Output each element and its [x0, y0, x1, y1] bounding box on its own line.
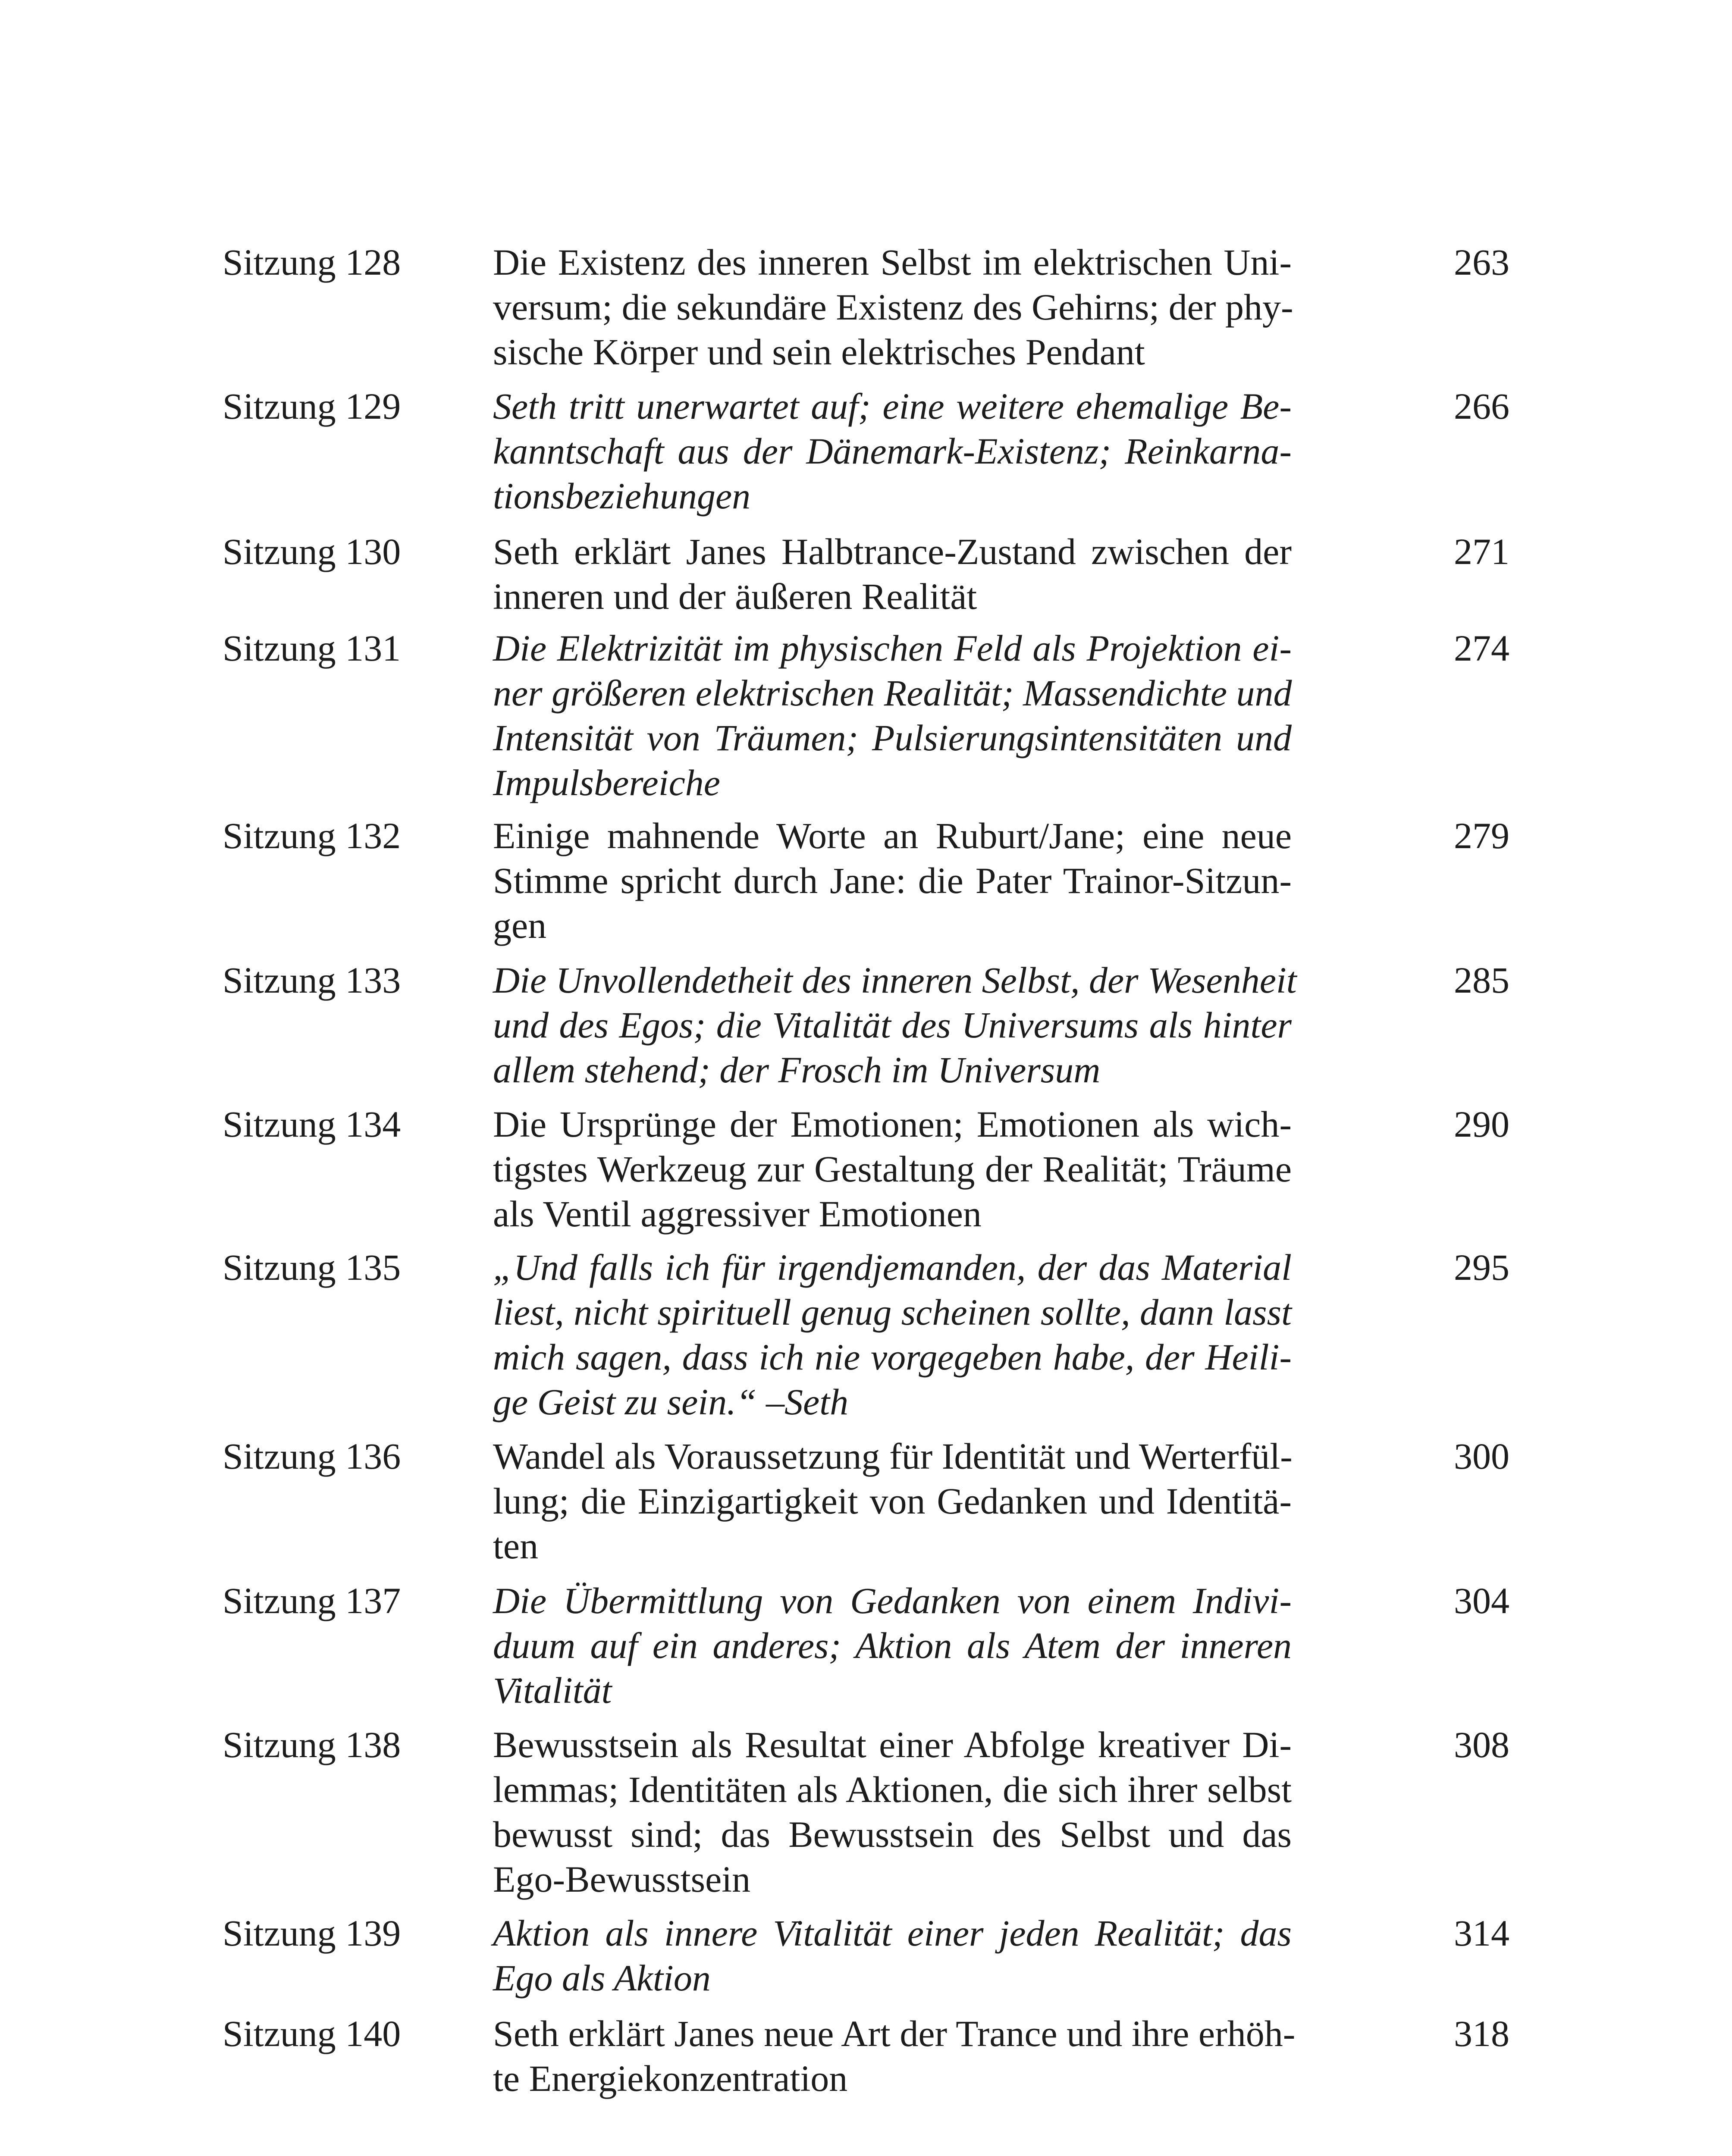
page-number: 308: [1454, 1724, 1509, 1765]
page-number: 266: [1454, 385, 1509, 427]
session-description: [493, 626, 1292, 805]
description-line: sische Körper und sein elektrisches Pendant: [493, 331, 1145, 373]
description-line: duum auf ein anderes; Aktion als Atem der inneren: [493, 1625, 1292, 1666]
session-label: Sitzung 136: [223, 1435, 401, 1477]
description-line: ner größeren elektrischen Realität; Massendichte und: [493, 672, 1292, 714]
description-line: Impulsbereiche: [493, 762, 720, 803]
description-line: als Ventil aggressiver Emotionen: [493, 1193, 982, 1235]
session-label: Sitzung 140: [223, 2013, 401, 2054]
session-label: Sitzung 135: [223, 1247, 401, 1288]
session-description: [493, 384, 1292, 518]
description-line: kanntschaft aus der Dänemark-Existenz; Reinkarna-: [493, 430, 1292, 472]
description-line: Die Ursprünge der Emotionen; Emotionen als wich-: [493, 1103, 1292, 1145]
description-line: Die Unvollendetheit des inneren Selbst, der Wesenheit: [493, 959, 1297, 1001]
description-line: ge Geist zu sein.“ –Seth: [493, 1381, 849, 1423]
page-number: 274: [1454, 627, 1509, 669]
description-line: Einige mahnende Worte an Ruburt/Jane; eine neue: [493, 815, 1292, 856]
description-line: Seth tritt unerwartet auf; eine weitere ehemalige Be-: [493, 385, 1292, 427]
session-description: [493, 1578, 1292, 1713]
description-line: gen: [493, 905, 547, 946]
session-label: Sitzung 132: [223, 815, 401, 856]
description-line: Die Elektrizität im physischen Feld als Projektion ei-: [493, 627, 1292, 669]
page-number: 279: [1454, 815, 1509, 856]
session-label: Sitzung 128: [223, 241, 401, 283]
description-line: tigstes Werkzeug zur Gestaltung der Realität; Träume: [493, 1148, 1292, 1190]
description-line: Wandel als Voraussetzung für Identität und Werterfül-: [493, 1435, 1293, 1477]
session-description: [493, 1434, 1292, 1568]
session-label: Sitzung 134: [223, 1103, 401, 1145]
description-line: Seth erklärt Janes neue Art der Trance und ihre erhöh-: [493, 2013, 1296, 2054]
session-label: Sitzung 130: [223, 531, 401, 572]
session-label: Sitzung 133: [223, 959, 401, 1001]
description-line: lemmas; Identitäten als Aktionen, die sich ihrer selbst: [493, 1769, 1292, 1810]
description-line: Intensität von Träumen; Pulsierungsintensitäten und: [493, 717, 1292, 758]
description-line: Vitalität: [493, 1670, 612, 1711]
page-number: 300: [1454, 1435, 1509, 1477]
session-description: [493, 1102, 1292, 1236]
description-line: ten: [493, 1525, 539, 1567]
description-line: und des Egos; die Vitalität des Universums als hinter: [493, 1004, 1292, 1046]
session-description: [493, 1245, 1292, 1424]
page-number: 271: [1454, 531, 1509, 572]
session-label: Sitzung 137: [223, 1580, 401, 1621]
page-number: 290: [1454, 1103, 1509, 1145]
session-description: [493, 958, 1297, 1092]
description-line: Stimme spricht durch Jane: die Pater Trainor-Sitzun-: [493, 860, 1292, 901]
description-line: allem stehend; der Frosch im Universum: [493, 1049, 1101, 1091]
session-description: [493, 529, 1292, 619]
session-description: [493, 2011, 1296, 2101]
page-number: 263: [1454, 241, 1509, 283]
description-line: „Und falls ich für irgendjemanden, der das Material: [493, 1247, 1292, 1288]
description-line: Ego-Bewusstsein: [493, 1858, 751, 1900]
session-description: [493, 240, 1292, 374]
page-number: 318: [1454, 2013, 1509, 2054]
session-description: [493, 1722, 1292, 1902]
description-line: liest, nicht spirituell genug scheinen sollte, dann lasst: [493, 1291, 1292, 1333]
session-label: Sitzung 139: [223, 1912, 401, 1954]
description-line: lung; die Einzigartigkeit von Gedanken und Identitä-: [493, 1480, 1292, 1522]
session-description: [493, 1911, 1292, 2000]
session-label: Sitzung 131: [223, 627, 401, 669]
description-line: Ego als Aktion: [493, 1957, 711, 1999]
description-line: versum; die sekundäre Existenz des Gehirns; der phy-: [493, 286, 1293, 328]
description-line: Aktion als innere Vitalität einer jeden Realität; das: [493, 1912, 1292, 1954]
description-line: te Energiekonzentration: [493, 2058, 848, 2099]
page-number: 285: [1454, 959, 1509, 1001]
session-label: Sitzung 138: [223, 1724, 401, 1765]
session-label: Sitzung 129: [223, 385, 401, 427]
description-line: Bewusstsein als Resultat einer Abfolge kreativer Di-: [493, 1724, 1292, 1765]
page-number: 304: [1454, 1580, 1509, 1621]
description-line: bewusst sind; das Bewusstsein des Selbst und das: [493, 1814, 1292, 1855]
description-line: tionsbeziehungen: [493, 475, 751, 517]
description-line: Die Existenz des inneren Selbst im elektrischen Uni-: [493, 241, 1292, 283]
description-line: Die Übermittlung von Gedanken von einem Indivi-: [493, 1580, 1292, 1621]
page-number: 295: [1454, 1247, 1509, 1288]
session-description: [493, 813, 1292, 948]
description-line: Seth erklärt Janes Halbtrance-Zustand zwischen der: [493, 531, 1292, 572]
description-line: mich sagen, dass ich nie vorgegeben habe, der Heili-: [493, 1336, 1292, 1378]
page-number: 314: [1454, 1912, 1509, 1954]
description-line: inneren und der äußeren Realität: [493, 576, 977, 617]
